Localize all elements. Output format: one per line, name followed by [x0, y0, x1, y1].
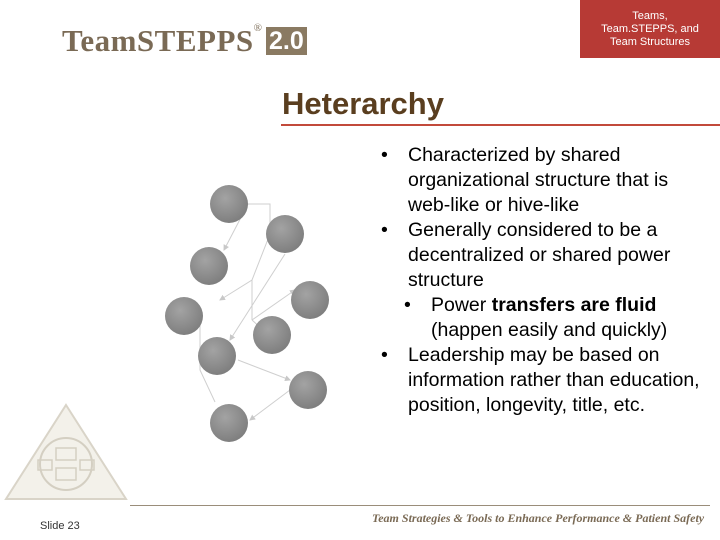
topic-line: Teams, — [632, 9, 668, 22]
slide-title: Heterarchy — [282, 86, 444, 121]
connector-line — [250, 390, 290, 420]
footer-tagline: Team Strategies & Tools to Enhance Performance & Patient Safety — [372, 511, 705, 525]
connector-line — [238, 360, 290, 380]
connector-line — [252, 290, 295, 320]
network-node — [210, 404, 248, 442]
logo-text: TeamSTEPPS — [62, 23, 254, 58]
footer-divider — [130, 505, 710, 506]
topic-box — [580, 0, 720, 58]
network-node — [165, 297, 203, 335]
bullet-text: Leadership may be based on information rather than education, position, longevity, title, etc. — [408, 344, 700, 416]
logo-version: 2.0 — [266, 27, 307, 55]
topic-line: Team Structures — [609, 35, 691, 48]
network-node — [210, 185, 248, 223]
title-underline — [281, 124, 720, 126]
bullet-item — [381, 218, 711, 293]
teamstepps-logo — [62, 16, 307, 56]
bullet-text-pre: Power — [431, 294, 492, 316]
bullet-marker: • — [381, 219, 388, 241]
teamstepps-triangle-watermark — [4, 402, 129, 502]
bullet-text-post: (happen easily and quickly) — [431, 319, 668, 341]
bullet-text: Characterized by shared organizational structure that is web-like or hive-like — [408, 144, 669, 216]
network-node — [289, 371, 327, 409]
bullet-item — [381, 343, 711, 418]
network-node — [266, 215, 304, 253]
network-node — [253, 316, 291, 354]
bullet-text-bold: transfers are fluid — [491, 294, 657, 316]
bullet-list — [381, 143, 711, 418]
sub-bullet-item — [381, 293, 711, 343]
bullet-text: Generally considered to be a decentralized or shared power structure — [408, 219, 671, 291]
bullet-marker: • — [381, 344, 388, 366]
bullet-marker: • — [404, 294, 411, 316]
network-node — [190, 247, 228, 285]
topic-line: Team.STEPPS, and — [601, 22, 699, 35]
bullet-item — [381, 143, 711, 218]
slide-number: Slide 23 — [40, 520, 80, 532]
heterarchy-network-diagram — [160, 170, 340, 450]
bullet-marker: • — [381, 144, 388, 166]
network-node — [198, 337, 236, 375]
registered-mark: ® — [253, 22, 262, 34]
network-node — [291, 281, 329, 319]
